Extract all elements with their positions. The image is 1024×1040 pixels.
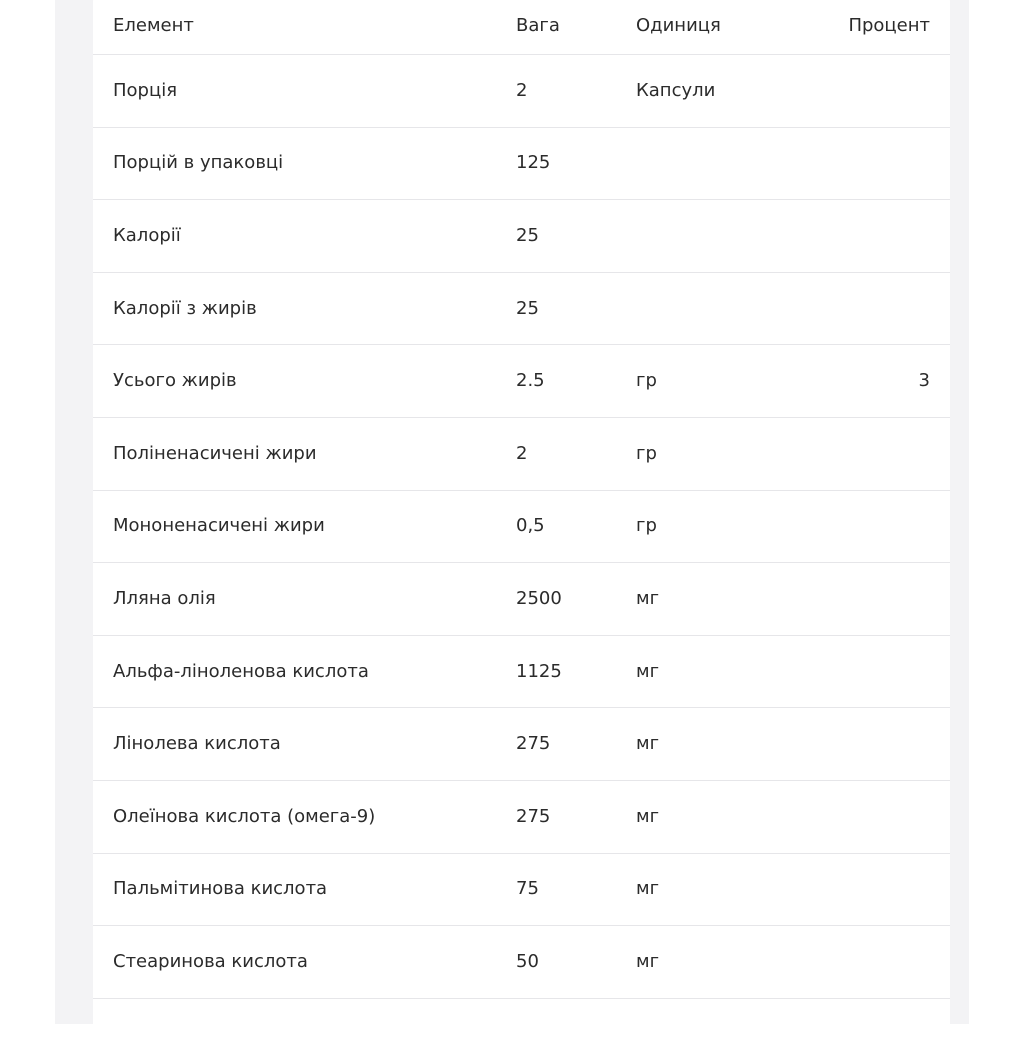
cell-element: Порція <box>113 79 178 101</box>
table-row <box>93 999 950 1040</box>
table-row <box>93 563 950 636</box>
cell-element: Олеїнова кислота (омега-9) <box>113 805 376 827</box>
cell-unit: мг <box>636 733 660 755</box>
cell-unit: мг <box>636 587 660 609</box>
nutrition-table-card <box>93 0 950 1040</box>
cell-weight: 2 <box>516 79 528 101</box>
header-unit: Одиниця <box>636 15 721 36</box>
table-row <box>93 636 950 709</box>
cell-weight: 275 <box>516 805 551 827</box>
cell-element: Лляна олія <box>113 587 216 609</box>
cell-unit: мг <box>636 878 660 900</box>
cell-unit: мг <box>636 950 660 972</box>
cell-weight: 1125 <box>516 660 562 682</box>
table-header-row <box>93 0 950 55</box>
cell-weight: 50 <box>516 950 539 972</box>
cell-element: Стеаринова кислота <box>113 950 308 972</box>
table-row <box>93 854 950 927</box>
nutrition-table <box>93 0 950 1040</box>
cell-percent: 3 <box>918 370 930 392</box>
cell-element: Усього жирів <box>113 370 237 392</box>
cell-element: Калорії з жирів <box>113 297 257 319</box>
table-row <box>93 273 950 346</box>
cell-weight: 2 <box>516 442 528 464</box>
cell-unit: гр <box>636 442 657 464</box>
table-row <box>93 491 950 564</box>
header-percent: Процент <box>848 15 930 36</box>
cell-weight: 275 <box>516 733 551 755</box>
cell-element: Лінолева кислота <box>113 733 281 755</box>
cell-unit: гр <box>636 515 657 537</box>
cell-weight: 2.5 <box>516 370 545 392</box>
cell-weight: 25 <box>516 224 539 246</box>
table-row <box>93 128 950 201</box>
table-row <box>93 200 950 273</box>
table-row <box>93 708 950 781</box>
table-row <box>93 345 950 418</box>
header-element: Елемент <box>113 15 194 36</box>
cell-element: Мононенасичені жири <box>113 515 325 537</box>
cell-element: Альфа-ліноленова кислота <box>113 660 369 682</box>
cell-weight: 0,5 <box>516 515 545 537</box>
cell-element: Порцій в упаковці <box>113 152 284 174</box>
table-row <box>93 55 950 128</box>
cell-weight: 75 <box>516 878 539 900</box>
cell-element: Калорії <box>113 224 181 246</box>
table-row <box>93 418 950 491</box>
cell-element: Пальмітинова кислота <box>113 878 328 900</box>
cell-unit: Капсули <box>636 79 716 101</box>
table-row <box>93 926 950 999</box>
table-row <box>93 781 950 854</box>
cell-unit: гр <box>636 370 657 392</box>
cell-unit: мг <box>636 805 660 827</box>
cell-weight: 2500 <box>516 587 562 609</box>
cell-weight: 25 <box>516 297 539 319</box>
cell-element: Поліненасичені жири <box>113 442 317 464</box>
table-body <box>93 55 950 1040</box>
cell-unit: мг <box>636 660 660 682</box>
header-weight: Вага <box>516 15 560 36</box>
cell-weight: 125 <box>516 152 551 174</box>
